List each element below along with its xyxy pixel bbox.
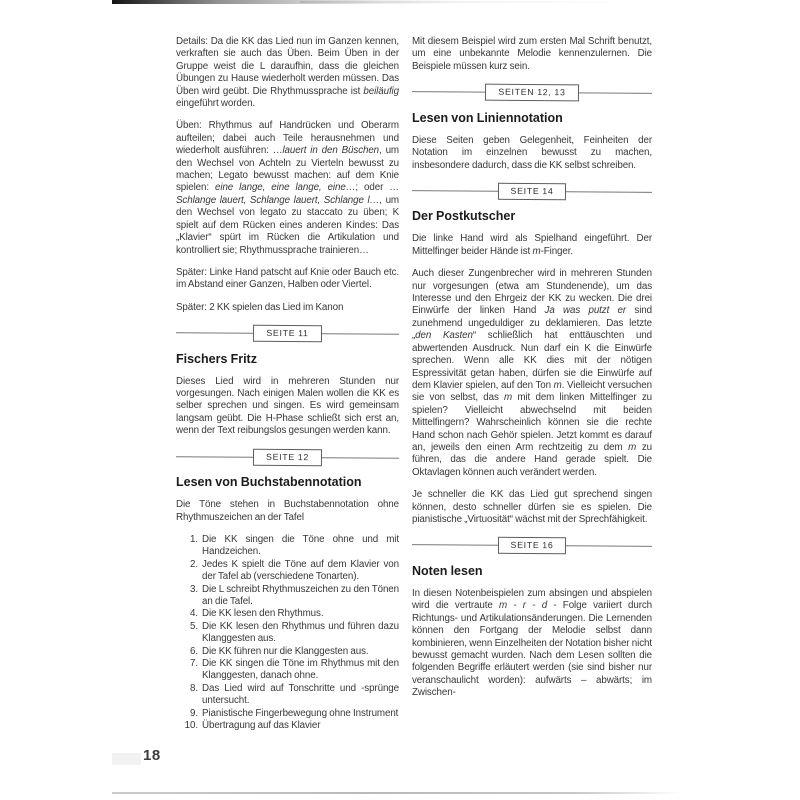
section-heading: Lesen von Buchstabennotation bbox=[176, 475, 362, 490]
list-item-text bbox=[202, 708, 399, 720]
italic-text-run: Ja was putzt er bbox=[544, 305, 627, 317]
numbered-list-item bbox=[180, 720, 399, 732]
scan-artifact-top-smudge bbox=[300, 1, 630, 3]
divider-line-left bbox=[412, 91, 485, 93]
italic-text-run: m bbox=[553, 379, 562, 391]
divider-line-left bbox=[412, 190, 498, 192]
list-item-text bbox=[202, 534, 399, 559]
italic-text-run: m bbox=[504, 392, 513, 404]
body-paragraph bbox=[176, 267, 399, 292]
list-item-text bbox=[202, 584, 399, 609]
list-item-number: 2. bbox=[190, 558, 198, 570]
italic-text-run: m bbox=[532, 245, 541, 257]
list-item-text bbox=[202, 608, 399, 620]
list-item-number: 7. bbox=[190, 658, 198, 670]
right-column bbox=[412, 36, 652, 710]
page-reference-label: SEITEN 12, 13 bbox=[485, 84, 578, 101]
text-run: eingeführt worden. bbox=[176, 98, 256, 110]
text-run: Auch dieser Zungenbrecher wird in mehreren Stunden nur vorgesungen (etwa am Stundenende), um das Interesse und den Ehrgeiz der KK zu wecken. Die drei Einwürfe der linken Hand bbox=[412, 268, 652, 317]
list-item-number: 8. bbox=[190, 682, 198, 694]
numbered-list-item bbox=[180, 708, 399, 720]
text-run: Die Töne stehen in Buchstabennotation ohne Rhythmuszeichen an der Tafel bbox=[176, 499, 399, 523]
numbered-list-item bbox=[180, 534, 399, 559]
text-run: Die KK führen nur die Klanggesten aus. bbox=[202, 645, 369, 657]
body-paragraph bbox=[176, 499, 399, 524]
section-heading: Fischers Fritz bbox=[176, 351, 257, 366]
numbered-list-item bbox=[180, 683, 399, 708]
text-run: Pianistische Fingerbewegung ohne Instrument bbox=[202, 707, 399, 719]
footer-margin-mark bbox=[112, 753, 141, 765]
text-run: Die KK lesen den Rhythmus und führen dazu Klanggesten aus. bbox=[202, 620, 399, 645]
text-run: , um den Wechsel von legato zu staccato zu üben; K spielt auf dem Rücken eines anderen Kindes: Das „Klavier“ spürt im Rücken die Artikulation und kontrolliert sie; Rhythmussprache trainieren… bbox=[176, 194, 399, 256]
italic-text-run: Schlange lauert, Schlange lauert, Schlange l… bbox=[176, 194, 380, 206]
body-paragraph bbox=[412, 233, 652, 258]
section-heading: Noten lesen bbox=[412, 563, 483, 578]
list-item-number: 1. bbox=[190, 533, 198, 545]
divider-line-right bbox=[566, 545, 652, 547]
divider-line-right bbox=[322, 333, 399, 335]
text-run: , um den Wechsel von Achteln zu Vierteln bewusst zu machen; Legato bewusst machen: auf dem Knie spielen: bbox=[176, 145, 399, 194]
list-item-text bbox=[202, 646, 399, 658]
text-run: -Finger. bbox=[540, 245, 573, 257]
left-column bbox=[176, 36, 399, 732]
section-heading: Lesen von Liniennotation bbox=[412, 110, 563, 125]
text-run: Üben: Rhythmus auf Handrücken und Oberarm aufteilen; dabei auch Teile herausnehmen und wiederholt ausführen: … bbox=[176, 120, 399, 157]
divider-line-left bbox=[176, 456, 253, 458]
list-item-number: 4. bbox=[190, 608, 198, 620]
text-run: Übertragung auf das Klavier bbox=[202, 720, 321, 732]
list-item-text bbox=[202, 621, 399, 646]
body-paragraph bbox=[176, 302, 399, 314]
italic-text-run: den Kasten bbox=[415, 330, 473, 342]
page-number: 18 bbox=[143, 747, 161, 764]
list-item-text bbox=[202, 683, 399, 708]
body-paragraph bbox=[176, 36, 399, 110]
italic-text-run: beiläufig bbox=[363, 85, 399, 97]
text-run: . Vielleicht versuchen sie von selbst, das bbox=[412, 379, 652, 404]
page-reference-divider bbox=[412, 182, 652, 200]
body-paragraph bbox=[412, 588, 652, 700]
list-item-number: 3. bbox=[190, 583, 198, 595]
list-item-text bbox=[202, 720, 399, 732]
italic-text-run: m - r - d bbox=[498, 600, 548, 612]
page-reference-divider bbox=[412, 83, 652, 101]
text-run: Die KK singen die Töne ohne und mit Handzeichen. bbox=[202, 533, 399, 558]
text-run: Die KK lesen den Rhythmus. bbox=[202, 608, 324, 620]
numbered-list-item bbox=[180, 646, 399, 658]
page-reference-label: SEITE 11 bbox=[253, 325, 321, 342]
text-run: Mit diesem Beispiel wird zum ersten Mal Schrift benutzt, um eine unbekannte Melodie kennenzulernen. Die Beispiele müssen kurz sein. bbox=[412, 36, 652, 72]
page-reference-divider bbox=[176, 448, 399, 466]
divider-line-right bbox=[566, 191, 652, 193]
numbered-list-item bbox=[180, 559, 399, 584]
numbered-list-item bbox=[180, 608, 399, 620]
numbered-list-item bbox=[180, 584, 399, 609]
text-run: Später: Linke Hand patscht auf Knie oder Bauch etc. im Abstand einer Ganzen, Halben oder Viertel. bbox=[176, 266, 399, 291]
text-run: In diesen Notenbeispielen zum absingen und abspielen wird die vertraute bbox=[412, 587, 652, 612]
italic-text-run: eine lange, eine lange, eine… bbox=[215, 182, 356, 194]
text-run: zu führen, das die andere Hand gerade spielt. Die Oktavlagen können auch verändert werden. bbox=[412, 441, 652, 478]
divider-line-left bbox=[412, 544, 498, 546]
numbered-list-item bbox=[180, 621, 399, 646]
text-run: Das Lied wird auf Tonschritte und -sprünge untersucht. bbox=[202, 682, 399, 707]
italic-text-run: lauert in den Büschen bbox=[282, 145, 380, 157]
text-run: “ schließlich hat enttäuschten und abwertenden Ausdruck. Nun darf ein K die Einwürfe sprechen. Wenn alle KK dies mit der nötigen Espressivität getan haben, dürfen sie die Einwürfe auf dem Klavier spielen, auf den Ton bbox=[412, 330, 652, 391]
text-run: ; oder … bbox=[355, 182, 400, 194]
numbered-list-item bbox=[180, 658, 399, 683]
text-run: Dieses Lied wird in mehreren Stunden nur vorgesungen. Nach einigen Malen wollen die KK es selber sprechen und singen. Es wird gemeinsam langsam geübt. Die H-Phase schließt sich erst an, wenn der Text reibungslos gesungen werden kann. bbox=[176, 375, 399, 437]
text-run: Jedes K spielt die Töne auf dem Klavier von der Tafel ab (verschiedene Tonarten). bbox=[202, 558, 399, 583]
divider-line-right bbox=[579, 92, 652, 94]
body-paragraph bbox=[176, 120, 399, 256]
divider-line-left bbox=[176, 332, 253, 334]
list-item-number: 6. bbox=[190, 645, 198, 657]
text-run: Später: 2 KK spielen das Lied im Kanon bbox=[176, 301, 344, 313]
list-item-number: 9. bbox=[190, 707, 198, 719]
list-item-text bbox=[202, 658, 399, 683]
scan-artifact-bottom-edge bbox=[112, 792, 685, 794]
page-reference-label: SEITE 14 bbox=[497, 183, 566, 200]
page-reference-divider bbox=[412, 537, 652, 555]
text-run: Diese Seiten geben Gelegenheit, Feinheiten der Notation im einzelnen bewusst zu machen, insbesondere dadurch, dass die KK selbst schreiben. bbox=[412, 134, 652, 171]
page-reference-label: SEITE 12 bbox=[253, 448, 322, 465]
italic-text-run: m bbox=[628, 441, 637, 453]
list-item-number: 10. bbox=[184, 720, 198, 732]
body-paragraph bbox=[412, 36, 652, 73]
section-heading: Der Postkutscher bbox=[412, 209, 516, 224]
divider-line-right bbox=[322, 457, 399, 459]
list-item-text bbox=[202, 559, 399, 584]
body-paragraph bbox=[176, 376, 399, 438]
text-run: Die linke Hand wird als Spielhand eingeführt. Der Mittelfinger beider Hände ist bbox=[412, 233, 652, 257]
body-paragraph bbox=[412, 268, 652, 479]
text-run: sind zunehmend ungeduldiger zu deklamieren. Das letzte „ bbox=[412, 305, 652, 342]
text-run: mit dem linken Mittelfinger zu spielen? Vielleicht abwechselnd mit beiden Mittelfingern? Wahrscheinlich können sie die rechte Hand schon nach Gehör spielen. Jetzt kommt es darauf an, jeweils den einen Arm rechtzeitig zu dem bbox=[412, 392, 652, 453]
body-paragraph bbox=[412, 489, 652, 526]
text-run: - Folge variiert durch Richtungs- und Artikulationsänderungen. Die Lernenden können den Fortgang der Melodie selbst dann kombinieren, wenn Einzelheiten der Notation bisher nicht bewusst gemacht wurden. Nach dem Lesen sollten die folgenden Begriffe erläutert werden (sie sind bisher nur veranschaulicht worden): aufwärts – abwärts; im Zwischen- bbox=[412, 600, 653, 699]
numbered-list bbox=[176, 534, 399, 733]
page-reference-label: SEITE 16 bbox=[497, 537, 566, 554]
text-run: Je schneller die KK das Lied gut sprechend singen können, desto schneller dürfen sie es spielen. Die pianistische „Virtuosität“ wächst mit der Sprechfähigkeit. bbox=[412, 489, 652, 525]
text-run: Die L schreibt Rhythmuszeichen zu den Tönen an die Tafel. bbox=[202, 583, 399, 607]
body-paragraph bbox=[412, 135, 652, 172]
text-run: Details: Da die KK das Lied nun im Ganzen kennen, verkraften sie auch das Üben. Beim Üben in der Gruppe weist die L daraufhin, dass die gleichen Übungen zu Hause wiederholt werden müssen. Das Üben wird geübt. Die Rhythmussprache ist bbox=[176, 36, 399, 97]
text-run: Die KK singen die Töne im Rhythmus mit den Klanggesten, danach ohne. bbox=[202, 658, 399, 682]
list-item-number: 5. bbox=[190, 620, 198, 632]
page-reference-divider bbox=[176, 324, 399, 342]
